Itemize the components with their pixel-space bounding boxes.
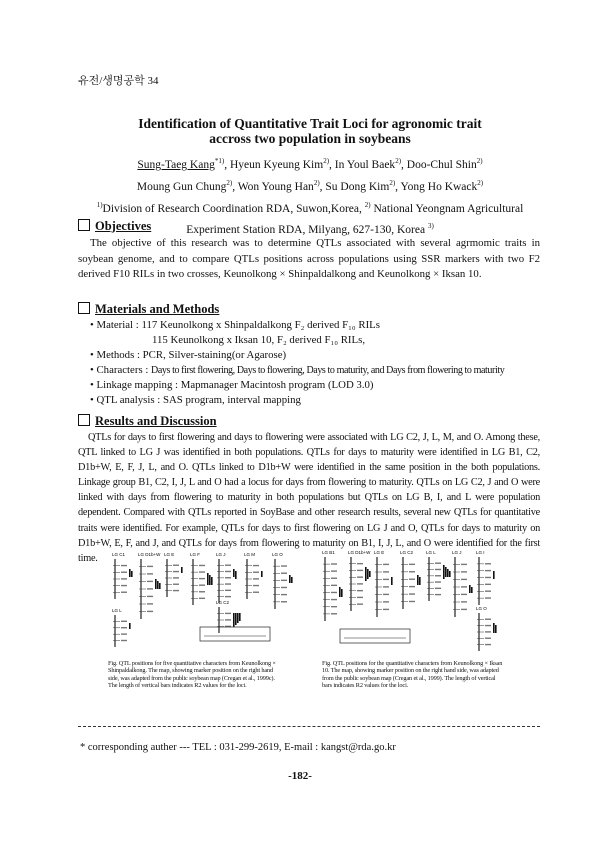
marker-label xyxy=(147,603,153,604)
qtl-bar xyxy=(159,583,161,589)
author-sup: 2) xyxy=(323,157,330,165)
marker-label xyxy=(357,576,363,577)
marker-label xyxy=(383,579,389,580)
marker-label xyxy=(409,578,415,579)
qtl-bar xyxy=(443,565,445,579)
qtl-bar xyxy=(239,613,241,621)
linkage-group xyxy=(322,550,343,621)
marker-label xyxy=(357,563,363,564)
qtl-bar xyxy=(207,573,209,585)
marker-label xyxy=(383,564,389,565)
corresponding-author: * corresponding auther --- TEL : 031-299-2619, E-mail : kangst@rda.go.kr xyxy=(80,742,396,753)
marker-label xyxy=(461,601,467,602)
author-sup: 2) xyxy=(389,178,396,187)
marker-label xyxy=(147,611,153,612)
list-item: • QTL analysis : SAS program, interval mapping xyxy=(90,394,301,406)
author-line-2: Moung Gun Chung$^{2)}$, Won Young Han$^{2)}$, Su Dong Kim$^{2)}$, Yong Ho Kwack$^{2)}$ xyxy=(136,178,484,193)
paper-title xyxy=(60,116,560,146)
author-name: Moung Gun Chung xyxy=(136,180,227,193)
objectives-text: The objective of this research was to determine QTLs associated with several agrmomic traits in soybean genome, and to compare QTLs positions across populations using SSR markers with two F2 derived F10 RILs in two crosses, Keunolkong × Shinpaldalkong and Keunolkong × Iksan 10. xyxy=(78,237,540,280)
marker-label xyxy=(435,569,441,570)
section-header: 유전/생명공학 34 xyxy=(78,75,159,87)
objectives-heading-text: Objectives xyxy=(95,219,152,233)
linkage-group-label: LG C2 xyxy=(216,600,230,605)
marker-label xyxy=(485,631,491,632)
marker-label xyxy=(357,590,363,591)
marker-label xyxy=(331,578,337,579)
linkage-group xyxy=(216,600,241,633)
marker-label xyxy=(225,577,231,578)
marker-label xyxy=(199,584,205,585)
marker-label xyxy=(435,588,441,589)
marker-label xyxy=(147,573,153,574)
checkbox-square-icon xyxy=(78,414,90,426)
linkage-group-label: LG L xyxy=(112,608,122,613)
right-linkage-groups xyxy=(322,550,497,651)
author-sup: 2) xyxy=(313,178,320,187)
qtl-bar xyxy=(233,613,235,627)
marker-label xyxy=(121,572,127,573)
qtl-bar xyxy=(233,569,235,577)
marker-label xyxy=(121,640,127,641)
linkage-group xyxy=(272,552,293,609)
linkage-group-label: LG M xyxy=(244,552,256,557)
marker-label xyxy=(461,594,467,595)
marker-label xyxy=(409,571,415,572)
linkage-group-label: LG F xyxy=(190,552,201,557)
linkage-group-label: LG D1b+W xyxy=(348,550,371,555)
marker-label xyxy=(173,577,179,578)
marker-label xyxy=(225,564,231,565)
affiliation-line-1 xyxy=(40,196,580,218)
linkage-mapping: Linkage mapping : Mapmanager Macintosh program (LOD 3.0) xyxy=(96,379,374,391)
affiliation-text: Experiment Station RDA, Milyang, 627-130, Korea xyxy=(186,224,426,237)
marker-label xyxy=(225,619,231,620)
marker-label xyxy=(461,564,467,565)
linkage-group xyxy=(452,550,473,617)
qtl-bar xyxy=(129,569,131,577)
linkage-group xyxy=(164,552,183,597)
marker-label xyxy=(281,580,287,581)
linkage-group xyxy=(216,552,237,603)
marker-label xyxy=(383,586,389,587)
affiliation-text: National Yeongnam Agricultural xyxy=(373,202,524,215)
marker-label xyxy=(409,586,415,587)
linkage-group-label: LG I xyxy=(476,550,485,555)
marker-label xyxy=(281,572,287,573)
list-item: • Characters : Days to first flowering, Days to flowering, Days to maturity, and Days from flowering to maturity xyxy=(90,364,505,376)
linkage-group-label: LG J xyxy=(216,552,226,557)
qtl-bar xyxy=(419,577,421,585)
marker-label xyxy=(485,584,491,585)
qtl-bar xyxy=(131,571,133,577)
methods-line: Methods : PCR, Silver-staining(or Agarose) xyxy=(96,349,287,361)
qtl-bar xyxy=(339,587,341,597)
objectives-heading xyxy=(78,219,151,234)
linkage-group-label: LG D1b+W xyxy=(138,552,161,557)
linkage-group xyxy=(348,550,371,611)
qtl-bar xyxy=(365,567,367,581)
author-sup: 2) xyxy=(477,178,484,187)
author-sup: 2) xyxy=(226,178,233,187)
qtl-bar xyxy=(235,613,237,625)
marker-label xyxy=(121,585,127,586)
marker-label xyxy=(225,571,231,572)
methods-list xyxy=(90,318,540,408)
marker-label xyxy=(435,594,441,595)
marker-label xyxy=(383,601,389,602)
qtl-bar xyxy=(471,587,473,593)
linkage-group xyxy=(374,550,393,617)
qtl-bar xyxy=(261,571,263,577)
marker-label xyxy=(281,587,287,588)
marker-label xyxy=(461,571,467,572)
qtl-bar xyxy=(129,623,131,629)
qtl-bar xyxy=(493,623,495,633)
marker-label xyxy=(253,565,259,566)
marker-label xyxy=(199,571,205,572)
qtl-analysis: QTL analysis : SAS program, interval mapping xyxy=(96,394,301,406)
qtl-bar xyxy=(155,579,157,589)
right-figure-caption: Fig. QTL positions for the quantitative characters from Keunolkong × Iksan 10. The map, showing marker position on the right hand side, was adapted from the public soybean map (Cregan et al., 1999). The length of vertical bars indicates R2 values for the loci. xyxy=(322,660,503,689)
qtl-bar xyxy=(291,577,293,583)
linkage-group xyxy=(244,552,263,599)
marker-label xyxy=(281,594,287,595)
legend-box xyxy=(340,629,410,643)
results-heading-text: Results and Discussion xyxy=(95,414,217,428)
qtl-bar xyxy=(445,567,447,577)
marker-label xyxy=(485,563,491,564)
qtl-bar xyxy=(181,567,183,573)
checkbox-square-icon xyxy=(78,302,90,314)
author-sup: 2) xyxy=(395,157,402,165)
right-qtl-figure xyxy=(318,549,498,657)
material-2: 115 Keunolkong x Iksan 10, F₂ derived F₁₀ RILs, xyxy=(152,334,366,346)
linkage-group-label: LG B1 xyxy=(322,550,335,555)
list-item: • Material : 117 Keunolkong x Shinpaldalkong F₂ derived F₁₀ RILs xyxy=(90,319,380,331)
marker-label xyxy=(485,638,491,639)
qtl-bar xyxy=(417,575,419,585)
qtl-bar xyxy=(211,577,213,585)
qtl-bar xyxy=(449,571,451,577)
author-line-1: Sung-Taeg Kang$^{*1)}$, Hyeun Kyeung Kim$^{2)}$, In Youl Baek$^{2)}$, Doo-Chul Shin$^{2)}$ xyxy=(137,157,483,171)
marker-label xyxy=(331,585,337,586)
linkage-group-label: LG J xyxy=(452,550,462,555)
marker-label xyxy=(383,609,389,610)
marker-label xyxy=(485,644,491,645)
marker-label xyxy=(435,562,441,563)
author-name: Hyeun Kyeung Kim xyxy=(229,158,324,171)
marker-label xyxy=(121,565,127,566)
qtl-bar xyxy=(447,569,449,577)
marker-label xyxy=(253,572,259,573)
marker-label xyxy=(331,613,337,614)
qtl-bar xyxy=(341,589,343,597)
marker-label xyxy=(147,581,153,582)
marker-label xyxy=(383,594,389,595)
marker-label xyxy=(121,633,127,634)
linkage-group-label: LG C2 xyxy=(400,550,414,555)
list-item xyxy=(90,333,540,348)
qtl-bar xyxy=(289,575,291,583)
marker-label xyxy=(485,590,491,591)
marker-label xyxy=(461,609,467,610)
marker-label xyxy=(357,570,363,571)
qtl-bar xyxy=(493,571,495,579)
marker-label xyxy=(253,592,259,593)
linkage-group-label: LG C1 xyxy=(112,552,126,557)
author-name: Sung-Taeg Kang xyxy=(137,158,215,171)
marker-label xyxy=(485,577,491,578)
checkbox-square-icon xyxy=(78,219,90,231)
author-sup: *1) xyxy=(214,157,225,165)
linkage-group-label: LG E xyxy=(374,550,385,555)
qtl-bar xyxy=(367,569,369,579)
author-name: Won Young Han xyxy=(237,180,314,193)
marker-label xyxy=(173,590,179,591)
results-heading xyxy=(78,414,217,429)
legend-box xyxy=(200,627,270,641)
marker-label xyxy=(485,597,491,598)
marker-label xyxy=(409,601,415,602)
author-name: Yong Ho Kwack xyxy=(400,180,478,193)
linkage-group xyxy=(400,550,421,609)
marker-label xyxy=(383,571,389,572)
marker-label xyxy=(281,565,287,566)
title-line-2: accross two population in soybeans xyxy=(209,131,411,146)
linkage-group-label: LG O xyxy=(476,606,487,611)
footer-divider xyxy=(78,726,540,727)
qtl-bar xyxy=(469,585,471,593)
marker-label xyxy=(357,583,363,584)
marker-label xyxy=(253,578,259,579)
marker-label xyxy=(409,564,415,565)
marker-label xyxy=(225,613,231,614)
marker-label xyxy=(331,570,337,571)
qtl-bar xyxy=(157,581,159,589)
methods-heading xyxy=(78,302,219,317)
marker-label xyxy=(121,578,127,579)
results-text: QTLs for days to first flowering and days to flowering were associated with LG C2, J, L, M, and O. Among these, QTL linked to LG J was identified in both populations. QTLs for days to maturity were identified in LG B1, C2, D1b+W, E, F, J, L, and O. QTLs linked to D1b+W were identified in the same position in the both populations. Linkage group B1, C2, I, J, L and O had a locus for days from flowering to maturity. QTLs on LG C2, J and O were linked with days from flowering to maturity in both populations but QTLs on LG B, I, and L were population dependent. Compared with QTLs reported in SoyBase and other research results, several new QTLs for quantitative traits were identified. For example, QTLs for days to first flowering on LG J and O, QTLs for days to maturity on D1b+W, E, F, and J, and QTLs for days from flowering to maturity on B1, I, J, L, and O were identified for the first time. xyxy=(78,432,540,564)
marker-label xyxy=(435,581,441,582)
qtl-bar xyxy=(495,625,497,633)
marker-label xyxy=(225,583,231,584)
author-name: Su Dong Kim xyxy=(325,180,390,193)
left-figure-caption: Fig. QTL positions for five quantitative characters from Keunolkong × Shinpaldalkong. The map, showing marker position on the right hand side, was adapted from the public soybean map (Cregan et al., 1999c). The length of vertical bars indicates R2 values for the loci. xyxy=(108,660,276,689)
qtl-bar xyxy=(209,575,211,585)
author-name: Doo-Chul Shin xyxy=(406,158,477,171)
characters-label: Characters : xyxy=(96,364,152,376)
marker-label xyxy=(121,592,127,593)
qtl-bar xyxy=(369,571,371,577)
linkage-group xyxy=(476,606,497,651)
marker-label xyxy=(357,603,363,604)
marker-label xyxy=(409,593,415,594)
affiliation-sup: 1) xyxy=(96,200,103,209)
affiliation-sup: 3) xyxy=(427,222,434,231)
linkage-group-label: LG E xyxy=(164,552,175,557)
marker-label xyxy=(331,599,337,600)
marker-label xyxy=(199,565,205,566)
qtl-bar xyxy=(237,613,239,623)
qtl-bar xyxy=(235,571,237,579)
title-line-1: Identification of Quantitative Trait Loci for agronomic trait xyxy=(138,116,482,131)
marker-label xyxy=(147,566,153,567)
marker-label xyxy=(435,575,441,576)
list-item: • Methods : PCR, Silver-staining(or Agarose) xyxy=(90,349,287,361)
marker-label xyxy=(281,601,287,602)
marker-label xyxy=(147,588,153,589)
marker-label xyxy=(121,627,127,628)
linkage-group xyxy=(476,550,495,605)
linkage-group-label: LG L xyxy=(426,550,436,555)
marker-label xyxy=(225,596,231,597)
marker-label xyxy=(173,565,179,566)
linkage-group-label: LG O xyxy=(272,552,283,557)
marker-label xyxy=(461,586,467,587)
author-sup: 2) xyxy=(476,157,483,165)
marker-label xyxy=(485,570,491,571)
marker-label xyxy=(253,585,259,586)
marker-label xyxy=(121,621,127,622)
marker-label xyxy=(199,598,205,599)
characters-value: Days to first flowering, Days to flowering, Days to maturity, and Days from flowering to maturity xyxy=(151,365,505,376)
linkage-group xyxy=(426,550,451,601)
marker-label xyxy=(173,584,179,585)
marker-label xyxy=(199,578,205,579)
linkage-group xyxy=(190,552,213,605)
marker-label xyxy=(485,625,491,626)
affiliation-sup: 2) xyxy=(364,200,371,209)
marker-label xyxy=(199,591,205,592)
qtl-bar xyxy=(391,577,393,585)
left-qtl-figure xyxy=(108,551,298,655)
marker-label xyxy=(485,619,491,620)
marker-label xyxy=(173,571,179,572)
marker-label xyxy=(331,606,337,607)
marker-label xyxy=(357,597,363,598)
methods-heading-text: Materials and Methods xyxy=(95,302,220,316)
marker-label xyxy=(331,563,337,564)
marker-label xyxy=(225,590,231,591)
author-name: In Youl Baek xyxy=(334,158,396,171)
linkage-group xyxy=(138,552,161,619)
material-1: Material : 117 Keunolkong x Shinpaldalkong F₂ derived F₁₀ RILs xyxy=(96,319,380,331)
linkage-group xyxy=(112,552,133,599)
left-linkage-groups xyxy=(112,552,293,647)
page-number: -182- xyxy=(288,770,312,782)
marker-label xyxy=(331,592,337,593)
affiliation-text: Division of Research Coordination RDA, Suwon,Korea, xyxy=(102,202,362,215)
linkage-group xyxy=(112,608,131,647)
marker-label xyxy=(147,596,153,597)
marker-label xyxy=(461,579,467,580)
list-item: • Linkage mapping : Mapmanager Macintosh program (LOD 3.0) xyxy=(90,379,374,391)
